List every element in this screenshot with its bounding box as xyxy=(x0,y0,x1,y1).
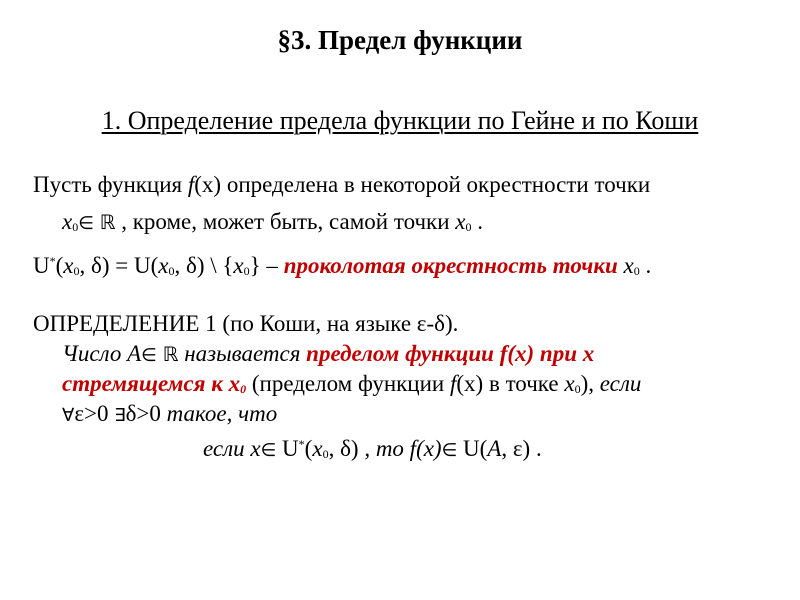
definition-heading: ОПРЕДЕЛЕНИЕ 1 (по Коши, на языке ε-δ). xyxy=(33,311,459,336)
punctured-neighborhood-term: проколотая окрестность точки xyxy=(283,253,618,278)
function-limit-term: пределом функции f(x) при x xyxy=(306,341,595,366)
para1-line1: Пусть функция f(x) определена в некоторой окрестности точки xyxy=(33,172,651,197)
definition-line2: стремящемся к x0 (пределом функции f(x) в точке x0), если xyxy=(62,371,642,396)
exists-symbol: ∃ xyxy=(114,405,126,426)
section-subtitle xyxy=(0,103,800,139)
definition-line3: ∀ε>0 ∃δ>0 такое, что xyxy=(62,401,278,426)
forall-symbol: ∀ xyxy=(62,405,75,426)
reals-symbol: ℝ xyxy=(99,210,116,234)
section-subtitle-text: 1. Определение предела функции по Гейне и по Коши xyxy=(101,106,699,135)
page-title: §3. Предел функции xyxy=(277,25,523,55)
punctured-neighborhood-line: U*(x0, δ) = U(x0, δ) \ {x0} – проколотая окрестность точки x0 . xyxy=(33,253,652,278)
definition-line1: Число A∈ ℝ называется пределом функции f(x) при x xyxy=(62,341,595,366)
para1-line2: x0∈ ℝ , кроме, может быть, самой точки x0 . xyxy=(62,209,484,234)
definition-line4: если x∈ U*(x0, δ) , то f(x)∈ U(A, ε) . xyxy=(203,436,542,461)
